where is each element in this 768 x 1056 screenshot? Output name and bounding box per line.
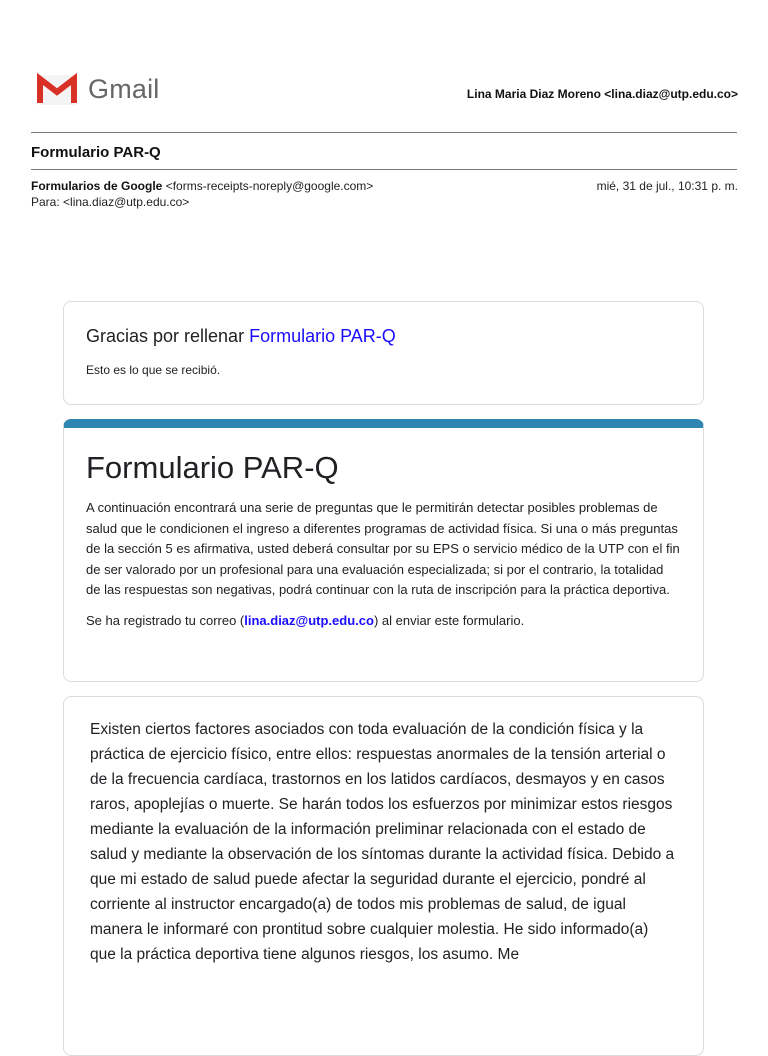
sender-address: <forms-receipts-noreply@google.com>: [165, 179, 374, 193]
registered-email-note: [86, 613, 681, 628]
divider: [31, 169, 737, 170]
registered-prefix: Se ha registrado tu correo (: [86, 612, 245, 628]
form-title: Formulario PAR-Q: [86, 450, 339, 485]
sender-name: Formularios de Google: [31, 179, 163, 193]
form-description: A continuación encontrará una serie de preguntas que le permitirán detectar posibles problemas de salud que le condicionen el ingreso a diferentes programas de actividad física. Si una o más preguntas de la sección 5 es afirmativa, usted deberá consultar por su EPS o servicio médico de la UTP con el fin de ser valorado por un profesional para una evaluación especializada; si por el contrario, la totalidad de las respuestas son negativas, podrá continuar con la ruta de inscripción para la práctica deportiva.: [86, 500, 680, 597]
email-subject: Formulario PAR-Q: [31, 144, 161, 161]
thanks-prefix: Gracias por rellenar: [86, 326, 250, 346]
account-name: Lina Maria Diaz Moreno <lina.diaz@utp.edu.co>: [466, 87, 738, 101]
to-label: Para:: [31, 195, 60, 209]
registered-suffix: ) al enviar este formulario.: [373, 612, 525, 628]
gmail-m-icon: [36, 72, 78, 106]
divider: [31, 132, 737, 133]
gmail-brand-text: Gmail: [88, 73, 160, 104]
thanks-card: [63, 301, 704, 405]
consent-card: [63, 696, 704, 1056]
gmail-logo: [36, 72, 160, 106]
form-link[interactable]: Formulario PAR-Q: [249, 326, 396, 346]
sender-line: [31, 179, 373, 193]
google-forms-logo: Google Forms: [65, 242, 205, 267]
email-date: mié, 31 de jul., 10:31 p. m.: [596, 179, 738, 193]
registered-email-link[interactable]: lina.diaz@utp.edu.co: [244, 612, 374, 628]
thanks-heading: [86, 326, 681, 347]
recipient-address: <lina.diaz@utp.edu.co>: [63, 195, 190, 209]
consent-text: Existen ciertos factores asociados con toda evaluación de la condición física y la práctica de ejercicio físico, entre ellos: respuestas anormales de la tensión arterial o de la frecuencia cardíaca, trastornos en los latidos cardíacos, desmayos y en casos raros, apoplejías o muerte. Se harán todos los esfuerzos por minimizar estos riesgos mediante la evaluación de la información preliminar relacionada con el estado de salud y mediante la observación de los síntomas durante la actividad física. Debido a que mi estado de salud puede afectar la seguridad durante el ejercicio, pondré al corriente al instructor encargado(a) de todos mis problemas de salud, de igual manera le informaré con prontitud sobre cualquier molestia. He sido informado(a) que la práctica deportiva tiene algunos riesgos, los asumo. Me: [90, 721, 675, 963]
recipient-line: [31, 195, 189, 209]
thanks-subtitle: Esto es lo que se recibió.: [86, 363, 221, 377]
form-card: [63, 419, 704, 682]
